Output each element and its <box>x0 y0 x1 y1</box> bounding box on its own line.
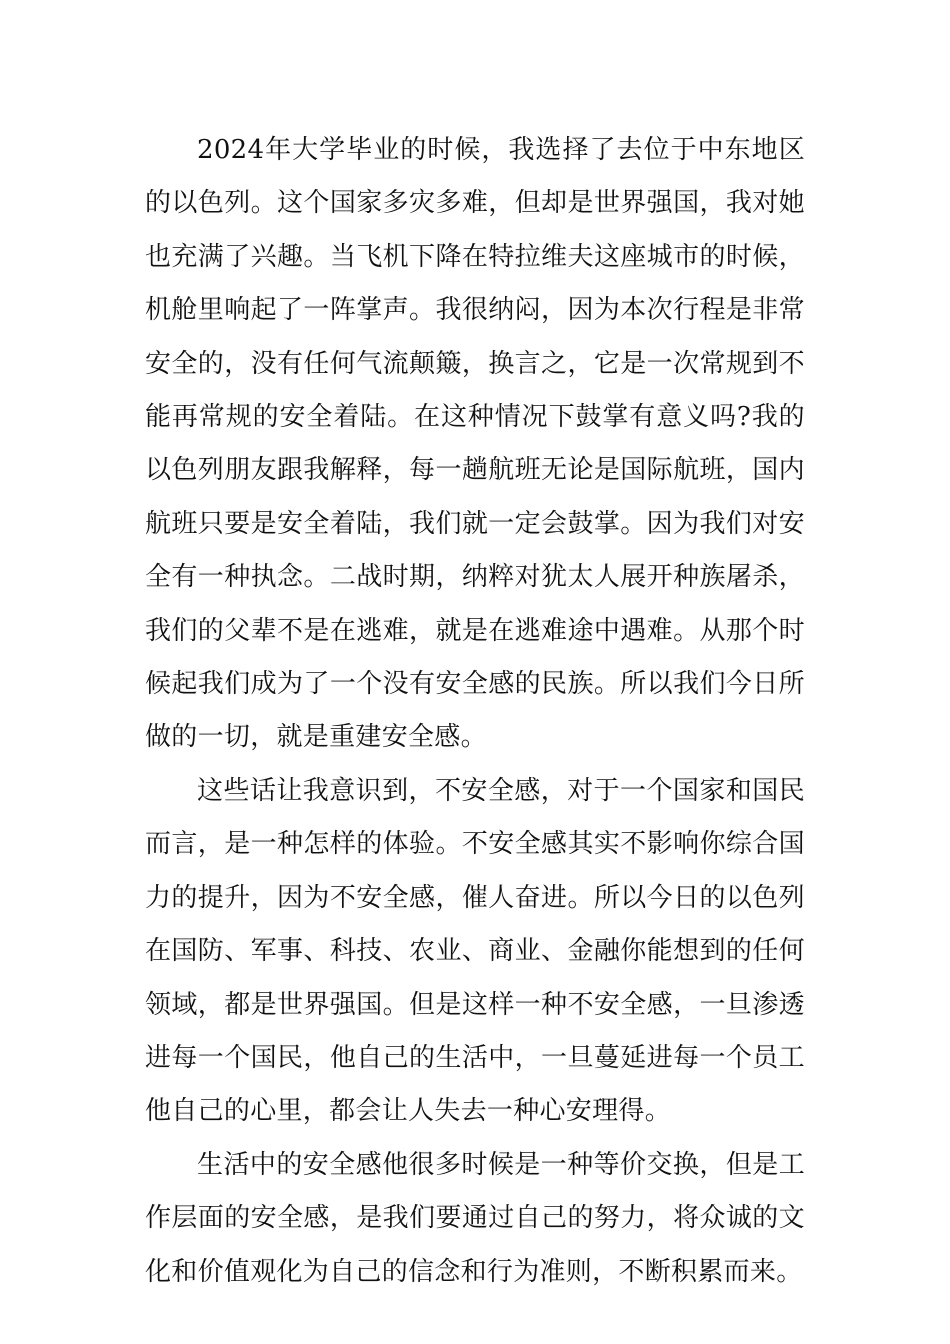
paragraph-2: 这些话让我意识到，不安全感，对于一个国家和国民而言，是一种怎样的体验。不安全感其实不影响你综合国力的提升，因为不安全感，催人奋进。所以今日的以色列在国防、军事、科技、农业、商业、金融你能想到的任何领域，都是世界强国。但是这样一种不安全感，一旦渗透进每一个国民，他自己的生活中，一旦蔓延进每一个员工他自己的心里，都会让人失去一种心安理得。 <box>145 775 805 1127</box>
paragraph-1: 2024年大学毕业的时候，我选择了去位于中东地区的以色列。这个国家多灾多难，但却是世界强国，我对她也充满了兴趣。当飞机下降在特拉维夫这座城市的时候，机舱里响起了一阵掌声。我很纳闷，因为本次行程是非常安全的，没有任何气流颠簸，换言之，它是一次常规到不能再常规的安全着陆。在这种情况下鼓掌有意义吗?我的以色列朋友跟我解释，每一趟航班无论是国际航班，国内航班只要是安全着陆，我们就一定会鼓掌。因为我们对安全有一种执念。二战时期，纳粹对犹太人展开种族屠杀，我们的父辈不是在逃难，就是在逃难途中遇难。从那个时候起我们成为了一个没有安全感的民族。所以我们今日所做的一切，就是重建安全感。 <box>145 135 805 753</box>
paragraph-3: 生活中的安全感他很多时候是一种等价交换，但是工作层面的安全感，是我们要通过自己的努力，将众诚的文化和价值观化为自己的信念和行为准则，不断积累而来。 <box>145 1149 805 1287</box>
document-body <box>145 124 805 1299</box>
